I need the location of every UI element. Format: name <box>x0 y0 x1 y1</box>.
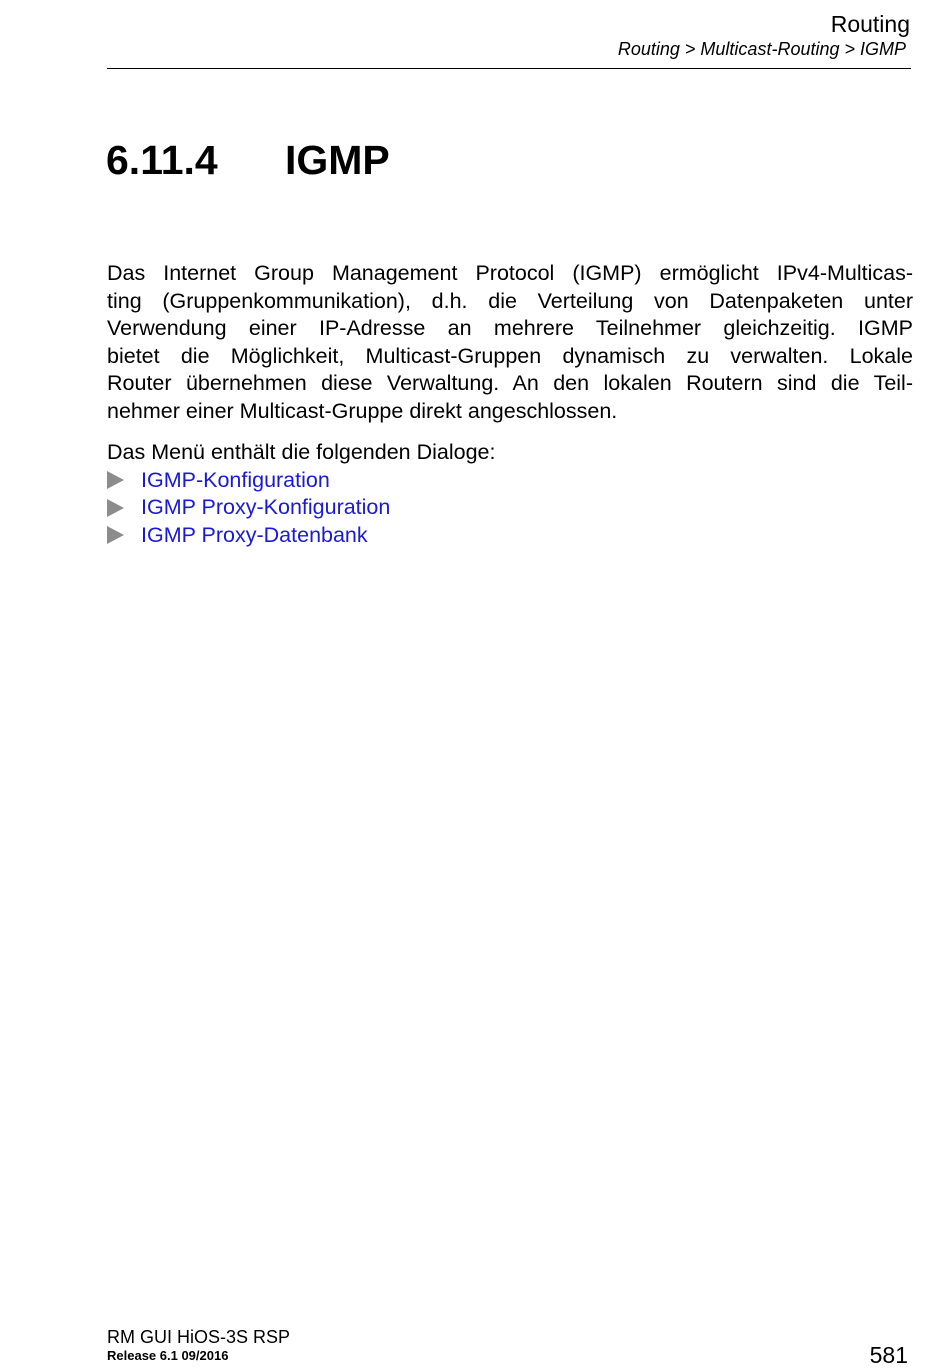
link-igmp-proxy-konfiguration[interactable]: IGMP Proxy-Konfiguration <box>141 495 391 519</box>
list-item <box>107 522 913 550</box>
paragraph-spacer <box>107 425 913 439</box>
triangle-bullet-icon <box>107 526 124 544</box>
section-number: 6.11.4 <box>106 137 218 183</box>
list-item <box>107 467 913 495</box>
header-divider <box>107 68 911 69</box>
footer-product-name: RM GUI HiOS-3S RSP <box>107 1327 291 1347</box>
paragraph-line: Router übernehmen diese Verwaltung. An den lokalen Routern sind die Teil- <box>107 371 913 395</box>
menu-intro-text: Das Menü enthält die folgenden Dialoge: <box>107 440 496 464</box>
header-chapter-title: Routing <box>830 11 910 37</box>
paragraph-line: ting (Gruppenkommunikation), d.h. die Verteilung von Datenpaketen unter <box>107 288 913 313</box>
section-title: IGMP <box>285 137 390 183</box>
page-number: 581 <box>869 1342 908 1368</box>
triangle-bullet-icon <box>107 471 124 489</box>
paragraph-line: nehmer einer Multicast-Gruppe direkt angeschlossen. <box>107 398 618 423</box>
paragraph-line: bietet die Möglichkeit, Multicast-Gruppen dynamisch zu verwalten. Lokale <box>107 343 913 368</box>
section-heading <box>106 136 390 184</box>
paragraph-line: Verwendung einer IP-Adresse an mehrere Teilnehmer gleichzeitig. IGMP <box>107 316 913 340</box>
link-igmp-konfiguration[interactable]: IGMP-Konfiguration <box>141 467 330 492</box>
intro-paragraph <box>107 260 913 425</box>
body-content <box>107 260 913 549</box>
paragraph-line: Das Internet Group Management Protocol (IGMP) ermöglicht IPv4-Multicas- <box>107 261 913 285</box>
list-item <box>107 494 913 522</box>
dialog-list <box>107 467 913 550</box>
triangle-bullet-icon <box>107 499 124 517</box>
footer-release-info: Release 6.1 09/2016 <box>107 1348 229 1363</box>
link-igmp-proxy-datenbank[interactable]: IGMP Proxy-Datenbank <box>141 522 368 547</box>
breadcrumb: Routing > Multicast-Routing > IGMP <box>617 39 906 59</box>
